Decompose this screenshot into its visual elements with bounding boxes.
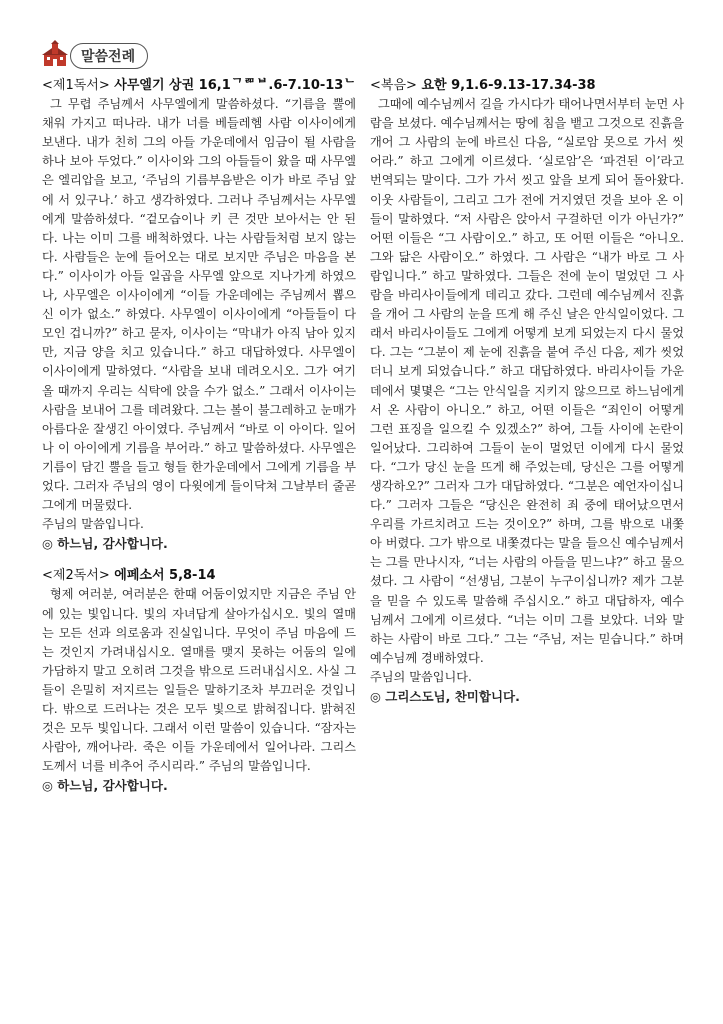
- left-column: [42, 76, 356, 795]
- gospel-response: ◎ 그리스도님, 찬미합니다.: [370, 689, 520, 704]
- church-icon: [42, 40, 68, 72]
- gospel-text: 그때에 예수님께서 길을 가시다가 태어나면서부터 눈먼 사람을 보셨다. 예수님께서는 땅에 침을 뱉고 그것으로 진흙을 개어 그 사람의 눈에 바르신 다음, “실로암 못으로 가서 씻어라.” 하고 그에게 이르셨다. ‘실로암’은 ‘파견된 이’라고 번역되는 말이다. 그가 가서 씻고 앞을 보게 되어 돌아왔다. 이웃 사람들이, 그리고 그가 전에 거지였던 것을 보아 온 이들이 말하였다. “저 사람은 앉아서 구걸하던 이가 아닌가?” 어떤 이들은 “그 사람이오.” 하고, 또 어떤 이들은 “아니오. 그와 닮은 사람이오.” 하였다. 그 사람은 “내가 바로 그 사람입니다.” 하고 말하였다. 그들은 전에 눈이 멀었던 그 사람을 바리사이들에게 데리고 갔다. 그런데 예수님께서 진흙을 개어 그 사람의 눈을 뜨게 해 주신 날은 안식일이었다. 그래서 바리사이들도 그에게 어떻게 보게 되었는지 다시 물었다. 그는 “그분이 제 눈에 진흙을 붙여 주신 다음, 제가 씻었더니 보게 되었습니다.” 하고 대답하였다. 바리사이들 가운데에서 몇몇은 “그는 안식일을 지키지 않으므로 하느님에게서 온 사람이 아니오.” 하고, 어떤 이들은 “죄인이 어떻게 그런 표징을 일으킬 수 있겠소?” 하여, 그들 사이에 논란이 일어났다. 그리하여 그들이 눈이 멀었던 이에게 다시 물었다. “그가 당신 눈을 뜨게 해 주었는데, 당신은 그를 어떻게 생각하오?” 그러자 그가 대답하였다. “그분은 예언자이십니다.” 그러자 그들은 “당신은 완전히 죄 중에 태어났으면서 우리를 가르치려고 드는 것이오?” 하며, 그를 밖으로 내쫓아 버렸다. 그가 밖으로 내쫓겼다는 말을 들으신 예수님께서는 그를 만나시자, “너는 사람의 아들을 믿느냐?” 하고 물으셨다. 그 사람이 “선생님, 그분이 누구이십니까? 제가 그분을 믿을 수 있도록 말씀해 주십시오.” 하고 대답하자, 예수님께서 그에게 이르셨다. “너는 이미 그를 보았다. 너와 말하는 사람이 바로 그다.” 그는 “주님, 저는 믿습니다.” 하며 예수님께 경배하였다.: [370, 97, 684, 665]
- gospel-title: <복음>: [370, 78, 417, 93]
- gospel-heading: [370, 76, 684, 95]
- reading2-response: ◎ 하느님, 감사합니다.: [42, 778, 168, 794]
- reading2-heading: [42, 566, 356, 585]
- section-title: 말씀전례: [70, 43, 148, 69]
- reading1-heading: [42, 76, 356, 95]
- reading1-closing: 주님의 말씀입니다.: [42, 517, 144, 532]
- gospel-book: 요한 9,1.6-9.13-17.34-38: [421, 78, 596, 93]
- reading1-title: <제1독서>: [42, 78, 110, 93]
- right-column: [370, 76, 684, 706]
- reading2-text: 형제 여러분, 여러분은 한때 어둠이었지만 지금은 주님 안에 있는 빛입니다. 빛의 자녀답게 살아가십시오. 빛의 열매는 모든 선과 의로움과 진실입니다. 무엇이 주님 마음에 드는 것인지 가려내십시오. 열매를 맺지 못하는 어둠의 일에 가담하지 말고 오히려 그것을 밖으로 드러내십시오. 사실 그들이 은밀히 저지르는 일들은 말하기조차 부끄러운 것입니다. 밖으로 드러나는 것은 모두 빛으로 밝혀집니다. 밝혀진 것은 모두 빛입니다. 그래서 이런 말씀이 있습니다. “잠자는 사람아, 깨어나라. 죽은 이들 가운데에서 일어나라. 그리스도께서 너를 비추어 주시리라.” 주님의 말씀입니다.: [42, 587, 356, 774]
- reading1-book: 사무엘기 상권 16,1ᄀᄅᄆᄇ.6-7.10-13ᄂ: [114, 78, 356, 93]
- gospel-closing: 주님의 말씀입니다.: [370, 669, 472, 684]
- reading2-book: 에페소서 5,8-14: [114, 568, 216, 584]
- reading1-text: 그 무렵 주님께서 사무엘에게 말씀하셨다. “기름을 뿔에 채워 가지고 떠나라. 내가 너를 베들레헴 사람 이사이에게 보낸다. 내가 친히 그의 아들 가운데에서 임금이 될 사람을 하나 보아 두었다.” 이사이와 그의 아들들이 왔을 때 사무엘은 엘리압을 보고, ‘주님의 기름부음받은 이가 바로 주님 앞에 서 있구나.’ 하고 생각하였다. 그러나 주님께서는 사무엘에게 말씀하셨다. “겉모습이나 키 큰 것만 보아서는 안 된다. 나는 이미 그를 배척하였다. 나는 사람들처럼 보지 않는다. 사람들은 눈에 들어오는 대로 보지만 주님은 마음을 본다.” 이사이가 아들 일곱을 사무엘 앞으로 지나가게 하였으나, 사무엘은 이사이에게 “이들 가운데에는 주님께서 뽑으신 이가 없소.” 하였다. 사무엘이 이사이에게 “아들들이 다 모인 겁니까?” 하고 묻자, 이사이는 “막내가 아직 남아 있지만, 지금 양을 치고 있습니다.” 하고 대답하였다. 사무엘이 이사이에게 말하였다. “사람을 보내 데려오시오. 그가 여기 올 때까지 우리는 식탁에 앉을 수가 없소.” 그래서 이사이는 사람을 보내어 그를 데려왔다. 그는 볼이 불그레하고 눈매가 아름다운 잘생긴 아이였다. 주님께서 “바로 이 아이다. 일어나 이 아이에게 기름을 부어라.” 하고 말씀하셨다. 사무엘은 기름이 담긴 뿔을 들고 형들 한가운데에서 그에게 기름을 부었다. 그러자 주님의 영이 다윗에게 들이닥쳐 그날부터 줄곧 그에게 머물렀다.: [42, 97, 356, 513]
- section-header: [42, 42, 148, 70]
- reading2-title: <제2독서>: [42, 568, 110, 584]
- reading1-response: ◎ 하느님, 감사합니다.: [42, 536, 168, 552]
